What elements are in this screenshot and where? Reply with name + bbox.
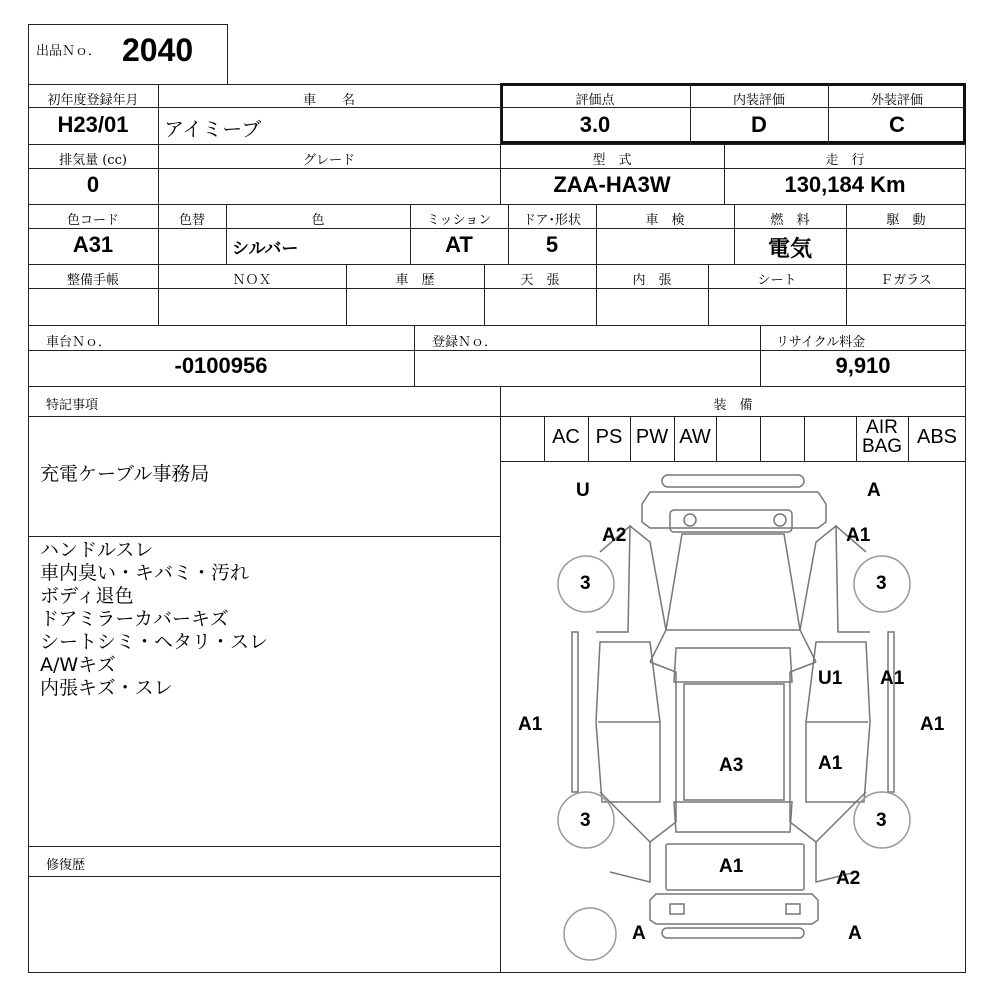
- mark-a1-right-mid: A1: [880, 668, 905, 689]
- mileage-label: 走 行: [825, 153, 865, 168]
- mark-front-right: A: [867, 480, 881, 501]
- mark-front-left: U: [576, 480, 590, 501]
- exterior-value: C: [889, 112, 905, 137]
- mark-rear-left: A: [632, 923, 646, 944]
- mark-rear-right: A: [848, 923, 862, 944]
- history-label: 車 歴: [395, 273, 435, 288]
- color-value: シルバー: [232, 239, 299, 259]
- remarks-line: ボディ退色: [40, 585, 134, 607]
- headliner-label: 内 張: [632, 273, 672, 288]
- interior-label: 内装評価: [732, 93, 785, 108]
- model-label: 型 式: [592, 153, 632, 168]
- mark-a1-right-lower: A1: [818, 753, 843, 774]
- nox-label: ＮＯＸ: [232, 273, 272, 288]
- mission-label: ミッション: [426, 213, 492, 228]
- mark-a1-left-side: A1: [518, 714, 543, 735]
- first-reg-value: H23/01: [57, 112, 129, 137]
- chassis-label: 車台Ｎｏ．: [46, 335, 112, 350]
- equipment-ac: AC: [552, 426, 580, 448]
- equipment-label: 装 備: [713, 398, 753, 413]
- mark-a2-left: A2: [602, 525, 627, 546]
- mark-tire-rl: 3: [580, 810, 591, 831]
- score-label: 評価点: [575, 93, 615, 108]
- first-reg-label: 初年度登録年月: [47, 93, 139, 108]
- mark-a2-rear-right: A2: [836, 868, 861, 889]
- equipment-airbag: AIR BAG: [861, 417, 903, 457]
- lot-label: 出品Ｎｏ．: [36, 44, 102, 59]
- doors-value: 5: [545, 232, 559, 257]
- mark-a1-right-side: A1: [920, 714, 945, 735]
- mark-u1: U1: [818, 668, 843, 689]
- mileage-value: 130,184 Km: [784, 172, 906, 197]
- car-name-value: アイミーブ: [164, 117, 262, 141]
- equipment-ps: PS: [595, 426, 623, 448]
- mark-tire-fr: 3: [876, 573, 887, 594]
- manual-label: 整備手帳: [66, 273, 119, 288]
- seat-label: シート: [757, 273, 797, 288]
- chassis-value: -0100956: [174, 353, 268, 378]
- color-code-label: 色コード: [66, 213, 119, 228]
- grade-label: グレード: [302, 153, 355, 168]
- displacement-label: 排気量 (cc): [59, 153, 127, 168]
- mission-value: AT: [445, 232, 473, 257]
- color-label: 色: [311, 213, 325, 228]
- model-value: ZAA-HA3W: [553, 172, 671, 197]
- remarks-line: A/Wキズ: [40, 654, 116, 676]
- drive-label: 駆 動: [886, 213, 926, 228]
- remarks-line: 車内臭い・キバミ・汚れ: [40, 562, 250, 584]
- mark-a1-right-top: A1: [846, 525, 871, 546]
- mark-tire-fl: 3: [580, 573, 591, 594]
- equipment-aw: AW: [679, 426, 711, 448]
- remarks-label: 特記事項: [46, 398, 99, 413]
- color-code-value: A31: [72, 232, 114, 257]
- registration-label: 登録Ｎｏ．: [432, 335, 498, 350]
- fglass-label: Ｆガラス: [880, 273, 932, 288]
- mark-tire-rr: 3: [876, 810, 887, 831]
- inspection-label: 車 検: [645, 213, 685, 228]
- repair-label: 修復歴: [46, 858, 86, 873]
- recycle-value: 9,910: [835, 353, 891, 378]
- car-name-label: 車 名: [302, 93, 355, 108]
- remarks-line: シートシミ・ヘタリ・スレ: [40, 631, 269, 653]
- recolor-label: 色替: [178, 213, 205, 228]
- interior-value: D: [751, 112, 767, 137]
- remarks-line: 内張キズ・スレ: [40, 677, 173, 699]
- fuel-value: 電気: [767, 237, 812, 262]
- lot-number: 2040: [122, 32, 194, 68]
- equipment-abs: ABS: [916, 426, 958, 448]
- mark-a3: A3: [719, 755, 744, 776]
- car-diagram: [500, 462, 966, 973]
- displacement-value: 0: [86, 172, 100, 197]
- recycle-label: リサイクル料金: [776, 335, 866, 350]
- remarks-line: ハンドルスレ: [40, 539, 154, 561]
- remarks-line: ドアミラーカバーキズ: [40, 608, 229, 630]
- score-value: 3.0: [579, 112, 611, 137]
- doors-label: ドア･形状: [522, 213, 582, 228]
- exterior-label: 外装評価: [870, 93, 923, 108]
- sunroof-label: 天 張: [520, 273, 560, 288]
- equipment-pw: PW: [635, 426, 669, 448]
- fuel-label: 燃 料: [770, 213, 810, 228]
- mark-a1-rear: A1: [719, 856, 744, 877]
- remarks-line-1: 充電ケーブル事務局: [40, 463, 210, 485]
